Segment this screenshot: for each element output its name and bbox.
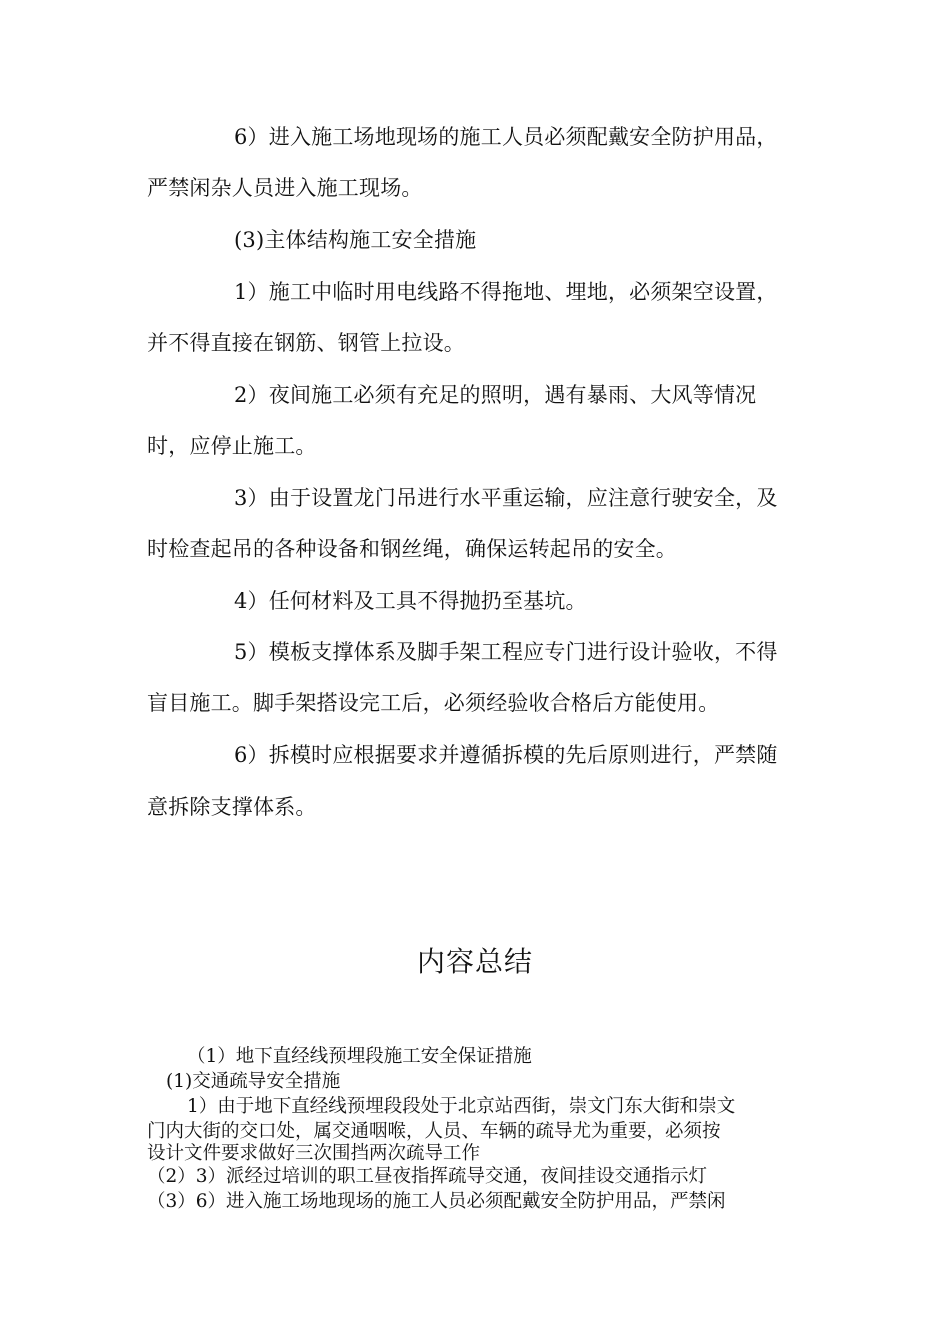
summary-line-7: （3）6）进入施工场地现场的施工人员必须配戴安全防护用品，严禁闲 (147, 1191, 726, 1212)
body-line-5: 并不得直接在钢筋、钢管上拉设。 (147, 331, 465, 355)
body-line-14: 意拆除支撑体系。 (147, 795, 317, 819)
summary-line-2: (1)交通疏导安全措施 (166, 1071, 341, 1092)
body-line-13: 6）拆模时应根据要求并遵循拆模的先后原则进行，严禁随 (234, 743, 778, 767)
body-line-6: 2）夜间施工必须有充足的照明，遇有暴雨、大风等情况 (234, 383, 757, 407)
body-line-8: 3）由于设置龙门吊进行水平重运输，应注意行驶安全，及 (234, 486, 778, 510)
body-line-2: 严禁闲杂人员进入施工现场。 (147, 176, 423, 200)
body-line-11: 5）模板支撑体系及脚手架工程应专门进行设计验收，不得 (234, 640, 778, 664)
body-line-7: 时，应停止施工。 (147, 434, 317, 458)
summary-line-3: 1）由于地下直经线预埋段段处于北京站西街，崇文门东大街和崇文 (187, 1096, 736, 1117)
section-heading: (3)主体结构施工安全措施 (234, 228, 477, 252)
body-line-9: 时检查起吊的各种设备和钢丝绳，确保运转起吊的安全。 (147, 537, 677, 561)
summary-line-4: 门内大街的交口处，属交通咽喉，人员、车辆的疏导尤为重要，必须按 (147, 1121, 721, 1142)
summary-title: 内容总结 (416, 945, 533, 978)
summary-line-1: （1）地下直经线预埋段施工安全保证措施 (187, 1046, 532, 1067)
body-line-1: 6）进入施工场地现场的施工人员必须配戴安全防护用品， (234, 125, 778, 149)
body-line-10: 4）任何材料及工具不得抛扔至基坑。 (234, 589, 587, 613)
summary-line-6: （2）3）派经过培训的职工昼夜指挥疏导交通，夜间挂设交通指示灯 (147, 1166, 708, 1187)
body-line-4: 1）施工中临时用电线路不得拖地、埋地，必须架空设置， (234, 280, 778, 304)
body-line-12: 盲目施工。脚手架搭设完工后，必须经验收合格后方能使用。 (147, 691, 720, 715)
summary-line-5: 设计文件要求做好三次围挡两次疏导工作 (147, 1143, 481, 1164)
